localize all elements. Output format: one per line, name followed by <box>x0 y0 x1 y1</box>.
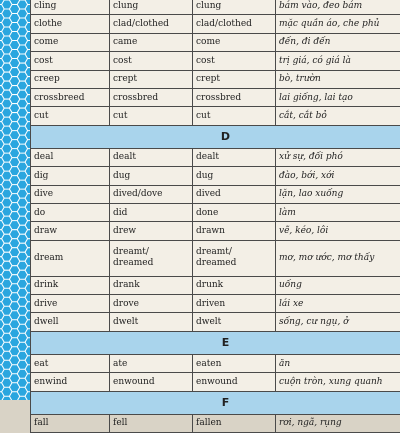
table-row <box>31 354 400 372</box>
past-simple-cell: clad/clothed <box>110 15 193 33</box>
table-row <box>31 313 400 331</box>
past-participle-cell: drunk <box>193 276 276 294</box>
infinitive-cell: dig <box>31 167 110 185</box>
past-simple-cell: cut <box>110 107 193 125</box>
past-simple-cell: drove <box>110 295 193 313</box>
infinitive-cell: cut <box>31 107 110 125</box>
meaning-cell: đến, đi đến <box>276 33 400 51</box>
past-participle-cell: done <box>193 203 276 221</box>
past-participle-cell: drawn <box>193 222 276 240</box>
table-row <box>31 240 400 276</box>
past-simple-cell: dreamt/ dreamed <box>110 240 193 276</box>
past-simple-cell: did <box>110 203 193 221</box>
meaning-cell: lặn, lao xuống <box>276 185 400 203</box>
past-participle-cell: clung <box>193 0 276 15</box>
past-simple-cell: ate <box>110 354 193 372</box>
meaning-cell: mơ, mơ ước, mơ thấy <box>276 240 400 276</box>
infinitive-cell: fall <box>31 414 110 432</box>
past-simple-cell: crossbred <box>110 88 193 106</box>
table-row <box>31 373 400 391</box>
past-participle-cell: dived <box>193 185 276 203</box>
infinitive-cell: do <box>31 203 110 221</box>
past-participle-cell: come <box>193 33 276 51</box>
past-participle-cell: cut <box>193 107 276 125</box>
meaning-cell: bò, trườn <box>276 70 400 88</box>
past-simple-cell: clung <box>110 0 193 15</box>
table-row <box>31 414 400 432</box>
infinitive-cell: cling <box>31 0 110 15</box>
meaning-cell: rơi, ngã, rụng <box>276 414 400 432</box>
past-participle-cell: dealt <box>193 148 276 166</box>
table-row <box>31 167 400 185</box>
hexagon-pattern-border <box>0 0 30 400</box>
meaning-cell: vẽ, kéo, lôi <box>276 222 400 240</box>
infinitive-cell: eat <box>31 354 110 372</box>
infinitive-cell: crossbreed <box>31 88 110 106</box>
meaning-cell: đào, bới, xới <box>276 167 400 185</box>
meaning-cell: uống <box>276 276 400 294</box>
infinitive-cell: drink <box>31 276 110 294</box>
table-row <box>31 88 400 106</box>
table-row <box>31 15 400 33</box>
meaning-cell: làm <box>276 203 400 221</box>
meaning-cell: lai giống, lai tạo <box>276 88 400 106</box>
past-simple-cell: crept <box>110 70 193 88</box>
past-participle-cell: dwelt <box>193 313 276 331</box>
table-row <box>31 295 400 313</box>
past-simple-cell: cost <box>110 52 193 70</box>
table-row <box>31 70 400 88</box>
section-letter: E <box>31 331 400 354</box>
section-letter: D <box>31 125 400 148</box>
infinitive-cell: creep <box>31 70 110 88</box>
past-participle-cell: crept <box>193 70 276 88</box>
table-row <box>31 185 400 203</box>
past-participle-cell: enwound <box>193 373 276 391</box>
past-participle-cell: fallen <box>193 414 276 432</box>
past-simple-cell: dealt <box>110 148 193 166</box>
infinitive-cell: dive <box>31 185 110 203</box>
infinitive-cell: clothe <box>31 15 110 33</box>
table-row <box>31 52 400 70</box>
meaning-cell: mặc quần áo, che phủ <box>276 15 400 33</box>
past-simple-cell: dived/dove <box>110 185 193 203</box>
meaning-cell: bám vào, đeo bám <box>276 0 400 15</box>
past-participle-cell: driven <box>193 295 276 313</box>
infinitive-cell: deal <box>31 148 110 166</box>
past-simple-cell: drew <box>110 222 193 240</box>
meaning-cell: xử sự, đối phó <box>276 148 400 166</box>
meaning-cell: cắt, cắt bỏ <box>276 107 400 125</box>
past-participle-cell: dreamt/ dreamed <box>193 240 276 276</box>
past-simple-cell: came <box>110 33 193 51</box>
past-simple-cell: fell <box>110 414 193 432</box>
past-participle-cell: eaten <box>193 354 276 372</box>
infinitive-cell: come <box>31 33 110 51</box>
table-row <box>31 222 400 240</box>
meaning-cell: lái xe <box>276 295 400 313</box>
section-header-row <box>31 391 400 414</box>
table-row <box>31 107 400 125</box>
table-row <box>31 0 400 15</box>
infinitive-cell: draw <box>31 222 110 240</box>
table-row <box>31 276 400 294</box>
table-row <box>31 203 400 221</box>
meaning-cell: sống, cư ngụ, ở <box>276 313 400 331</box>
past-simple-cell: dug <box>110 167 193 185</box>
infinitive-cell: enwind <box>31 373 110 391</box>
past-participle-cell: clad/clothed <box>193 15 276 33</box>
infinitive-cell: drive <box>31 295 110 313</box>
table-row <box>31 148 400 166</box>
irregular-verbs-table <box>30 0 400 433</box>
past-simple-cell: enwound <box>110 373 193 391</box>
meaning-cell: cuộn tròn, xung quanh <box>276 373 400 391</box>
past-participle-cell: cost <box>193 52 276 70</box>
section-header-row <box>31 331 400 354</box>
meaning-cell: ăn <box>276 354 400 372</box>
infinitive-cell: dream <box>31 240 110 276</box>
past-simple-cell: dwelt <box>110 313 193 331</box>
past-participle-cell: dug <box>193 167 276 185</box>
past-simple-cell: drank <box>110 276 193 294</box>
meaning-cell: trị giá, có giá là <box>276 52 400 70</box>
infinitive-cell: cost <box>31 52 110 70</box>
infinitive-cell: dwell <box>31 313 110 331</box>
past-participle-cell: crossbred <box>193 88 276 106</box>
table-row <box>31 33 400 51</box>
section-header-row <box>31 125 400 148</box>
section-letter: F <box>31 391 400 414</box>
